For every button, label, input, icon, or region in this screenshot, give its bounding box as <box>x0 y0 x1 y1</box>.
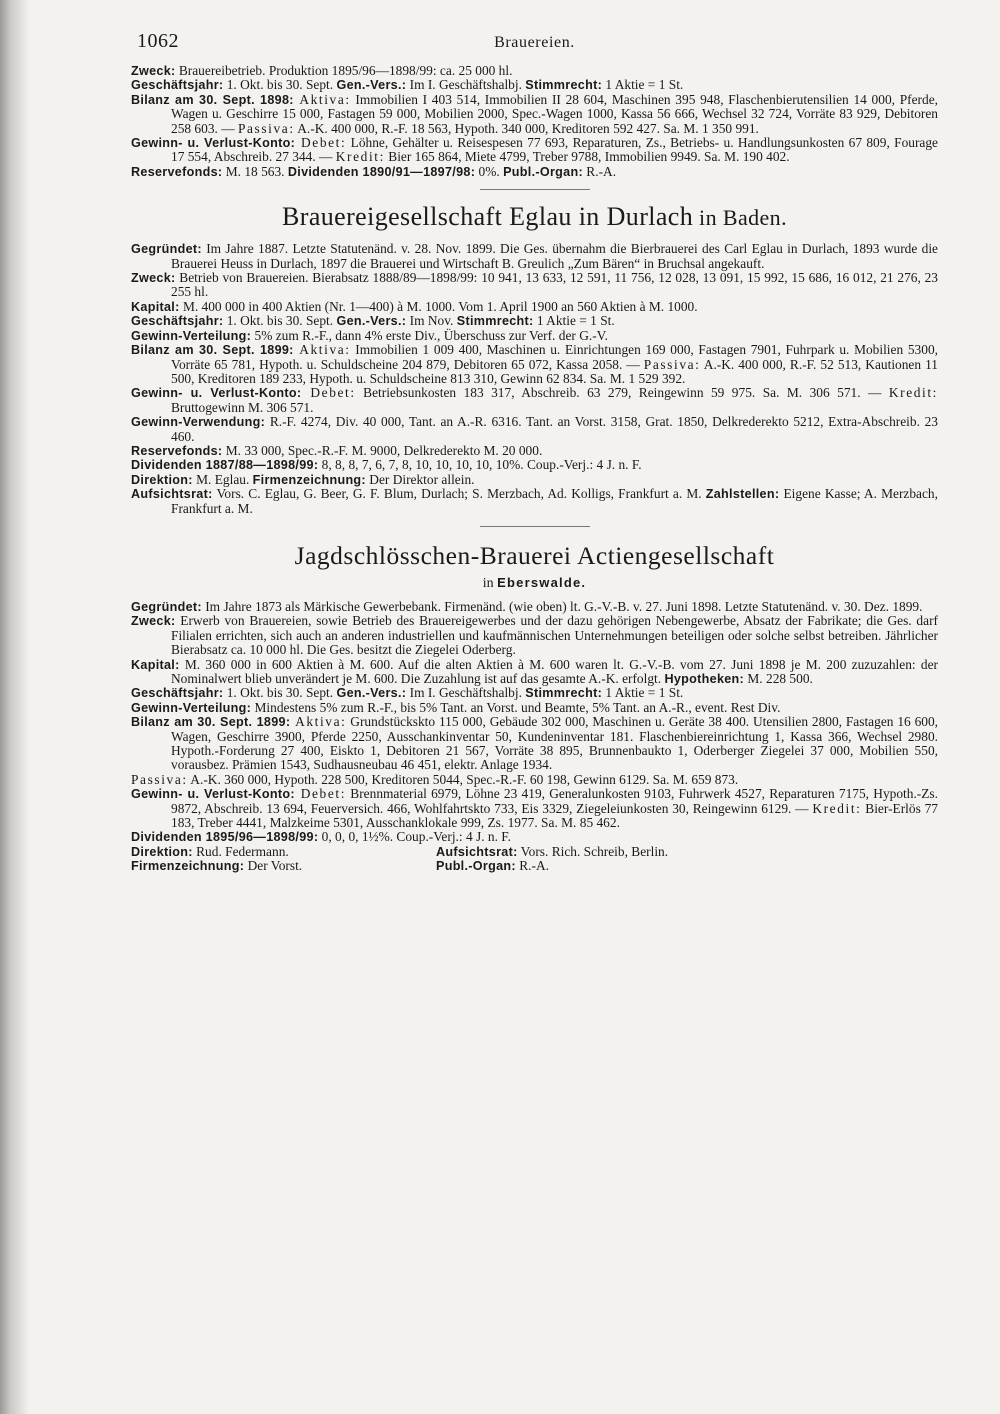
entry-zweck: Zweck: Brauereibetrieb. Produktion 1895/96—1898/99: ca. 25 000 hl. <box>131 63 513 78</box>
page-header <box>131 30 938 64</box>
company-title: Jagdschlösschen-Brauerei Actiengesellschaft <box>294 540 775 570</box>
entry-kapital: Kapital: M. 360 000 in 600 Aktien à M. 600. Auf die alten Aktien à M. 600 waren lt. G.-V.-B. vom 27. Juni 1898 je M. 200 zuzuzahlen: der Nominalwert blieb unverändert je M. 600. Die Zuzahlung ist auf das gesamte A.-K. erfolgt. Hypotheken: M. 228 500. <box>131 656 938 686</box>
entry-gewinn-verlust: Gewinn- u. Verlust-Konto: Debet: Brennmaterial 6979, Löhne 23 419, Generalunkosten 9103, Fuhrwerk 4527, Reparaturen 7175, Hypoth.-Zs. 9872, Abschreib. 13 694, Feuerversich. 466, Wohlfahrtskto 733, Eis 3329, Ziegeleiunkosten 30, Reingewinn 6129. — Kredit: Bier-Erlös 77 183, Treber 4441, Malzkeime 5301, Ausschanklokale 999, Zs. 1977. Sa. M. 85 462. <box>131 786 938 831</box>
entry-bilanz: Bilanz am 30. Sept. 1899: Aktiva: Grundstückskto 115 000, Gebäude 302 000, Maschinen u. Geräte 38 400. Utensilien 2800, Fastagen 16 600, Wagen, Geschirre 3900, Pferde 2250, Ausschankinventar 50, Kundeninventar 181. Flaschenbiereinrichtung 1, Kassa 366, Wechsel 2980. Hypoth.-Forderung 27 400, Eiskto 1, Debitoren 21 567, Vorräte 38 895, Brunnenbaukto 1, Oderberger Ziegelei 37 000, Mobilien 550, vorausbez. Prämien 1543, Sudhausneubau 46 451, elektr. Anlage 1934. <box>131 714 939 773</box>
entry-gegruendet: Gegründet: Im Jahre 1873 als Märkische Gewerbebank. Firmenänd. (wie oben) lt. G.-V.-B. v. 27. Juni 1898. Letzte Statutenänd. v. 30. Dez. 1899. <box>131 598 923 614</box>
entry-gewinn-verlust: Gewinn- u. Verlust-Konto: Debet: Betriebsunkosten 183 317, Abschreib. 63 279, Reingewinn 59 975. Sa. M. 306 571. — Kredit: Bruttogewinn M. 306 571. <box>131 385 938 415</box>
entry-firmenzeichnung-row <box>131 859 938 873</box>
document-page <box>131 30 938 874</box>
entry-aufsichtsrat: Aufsichtsrat: Vors. C. Eglau, G. Beer, G. F. Blum, Durlach; S. Merzbach, Ad. Kolligs, Frankfurt a. M. Zahlstellen: Eigene Kasse; A. Merzbach, Frankfurt a. M. <box>131 486 938 516</box>
entry-direktion: Direktion: Rud. Federmann. <box>131 843 289 859</box>
running-head: Brauereien. <box>494 34 575 51</box>
entry-dividenden: Dividenden 1887/88—1898/99: 8, 8, 8, 7, 6, 7, 8, 10, 10, 10, 10, 10%. Coup.-Verj.: 4 J. n. F. <box>131 457 642 473</box>
section-divider <box>480 526 590 527</box>
entry-gewinn-verwendung: Gewinn-Verwendung: R.-F. 4274, Div. 40 000, Tant. an A.-R. 6316. Tant. an Vorst. 3158, Grat. 1850, Delkrederekto 5212, Extra-Abschreib. 23 460. <box>131 414 938 444</box>
entry-bilanz: Bilanz am 30. Sept. 1899: Aktiva: Immobilien 1 009 400, Maschinen u. Einrichtungen 169 000, Fastagen 7901, Fuhrpark u. Mobilien 5300, Vorräte 65 781, Hypoth. u. Schuldscheine 204 879, Debitoren 65 072, Kassa 2058. — Passiva: A.-K. 400 000, R.-F. 52 513, Kautionen 11 500, Kreditoren 189 233, Hypoth. u. Schuldscheine 813 310, Gewinn 62 834. Sa. M. 1 529 392. <box>131 342 938 386</box>
entry-publ-organ: Publ.-Organ: R.-A. <box>436 858 549 874</box>
entry-bilanz-passiva: Passiva: A.-K. 360 000, Hypoth. 228 500, Kreditoren 5044, Spec.-R.-F. 60 198, Gewinn 6129. Sa. M. 659 873. <box>131 771 739 787</box>
entry-direktion: Direktion: M. Eglau. Firmenzeichnung: Der Direktor allein. <box>131 471 475 487</box>
entry-kapital: Kapital: M. 400 000 in 400 Aktien (Nr. 1—400) à M. 1000. Vom 1. April 1900 an 560 Aktien à M. 1000. <box>131 298 698 314</box>
entry-reservefonds: Reservefonds: M. 18 563. Dividenden 1890/91—1897/98: 0%. Publ.-Organ: R.-A. <box>131 163 617 179</box>
entry-zweck: Zweck: Betrieb von Brauereien. Bierabsatz 1888/89—1898/99: 10 941, 13 633, 12 591, 11 756, 12 028, 13 091, 15 992, 15 686, 16 012, 21 276, 23 255 hl. <box>131 270 938 300</box>
book-spine-shadow <box>0 0 30 1414</box>
entry-zweck: Zweck: Erwerb von Brauereien, sowie Betrieb des Brauereigewerbes und der dazu gehörigen Nebengewerbe, Absatz der Fabrikate; die Ges. darf Filialen errichten, sich auch an anderen industriellen und kaufmännischen Unternehmungen beteiligen oder solche selbst betreiben. Jährlicher Bierabsatz ca. 10 000 hl. Die Ges. besitzt die Ziegelei Oderberg. <box>131 613 938 658</box>
entry-aufsichtsrat: Aufsichtsrat: Vors. Rich. Schreib, Berlin. <box>436 843 669 859</box>
company-title: Brauereigesellschaft Eglau in Durlach in Baden. <box>282 202 787 232</box>
entry-gewinn-verteilung: Gewinn-Verteilung: Mindestens 5% zum R.-F., bis 5% Tant. an Vorst. und Beamte, 5% Tant. an A.-R., event. Rest Div. <box>131 699 781 715</box>
entry-gegruendet: Gegründet: Im Jahre 1887. Letzte Statutenänd. v. 28. Nov. 1899. Die Ges. übernahm die Bierbrauerei des Carl Eglau in Durlach, 1893 wurde die Brauerei Heuss in Durlach, 1897 die Brauerei und Wirtschaft B. Greulich „Zum Bären“ in Bruchsal angekauft. <box>131 241 938 271</box>
entry-geschaeftsjahr: Geschäftsjahr: 1. Okt. bis 30. Sept. Gen.-Vers.: Im Nov. Stimmrecht: 1 Aktie = 1 St. <box>131 313 615 329</box>
entry-bilanz: Bilanz am 30. Sept. 1898: Aktiva: Immobilien I 403 514, Immobilien II 28 604, Maschinen 395 948, Flaschenbierutensilien 14 000, Pferde, Wagen u. Geschirre 15 000, Fastagen 59 000, Mobilien 2000, Spec.-Wagen 1000, Kassa 56 666, Wechsel 32 724, Vorräte 83 929, Debitoren 258 603. — Passiva: A.-K. 400 000, R.-F. 18 563, Hypoth. 340 000, Kreditoren 592 427. Sa. M. 1 350 991. <box>131 91 939 136</box>
entry-firmenzeichnung: Firmenzeichnung: Der Vorst. <box>131 858 303 874</box>
section-eglau <box>131 202 938 527</box>
section-continuation <box>131 64 938 190</box>
entry-geschaeftsjahr: Geschäftsjahr: 1. Okt. bis 30. Sept. Gen.-Vers.: Im I. Geschäftshalbj. Stimmrecht: 1 Aktie = 1 St. <box>131 685 684 701</box>
entry-geschaeftsjahr: Geschäftsjahr: 1. Okt. bis 30. Sept. Gen.-Vers.: Im I. Geschäftshalbj. Stimmrecht: 1 Aktie = 1 St. <box>131 77 684 93</box>
page-number: 1062 <box>137 30 179 52</box>
entry-dividenden: Dividenden 1895/96—1898/99: 0, 0, 0, 1½%. Coup.-Verj.: 4 J. n. F. <box>131 829 512 845</box>
entry-direktion-row <box>131 845 938 859</box>
entry-gewinn-verteilung: Gewinn-Verteilung: 5% zum R.-F., dann 4% erste Div., Überschuss zur Verf. der G.-V. <box>131 327 608 343</box>
company-location: in Eberswalde. <box>482 574 587 591</box>
section-jagdschloesschen <box>131 541 938 874</box>
entry-gewinn-verlust: Gewinn- u. Verlust-Konto: Debet: Löhne, Gehälter u. Reisespesen 77 693, Reparaturen, Zs., Betriebs- u. Handlungsunkosten 67 809, Fourage 17 554, Abschreib. 27 344. — Kredit: Bier 165 864, Miete 4799, Treber 9788, Immobilien 9949. Sa. M. 190 402. <box>131 135 938 165</box>
entry-reservefonds: Reservefonds: M. 33 000, Spec.-R.-F. M. 9000, Delkrederekto M. 20 000. <box>131 442 543 458</box>
section-divider <box>480 189 590 190</box>
